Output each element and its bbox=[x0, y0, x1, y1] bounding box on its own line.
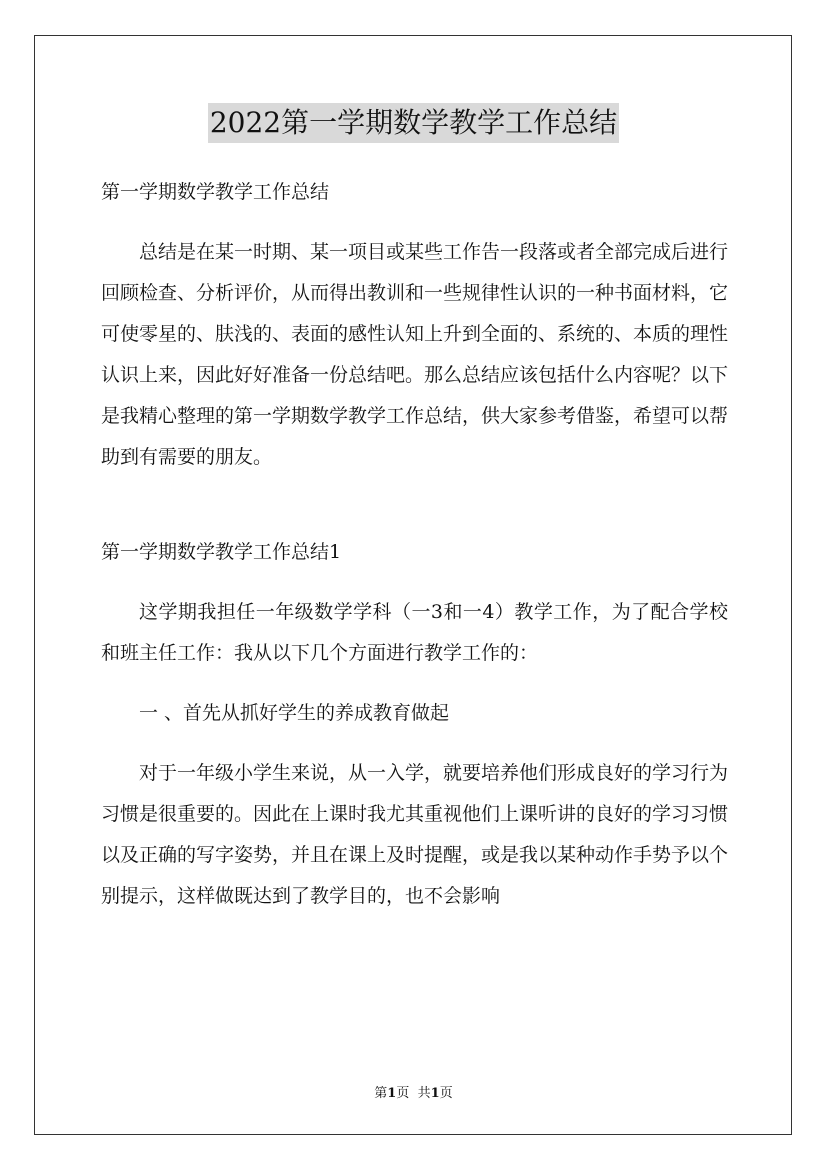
footer-page-suffix: 页 bbox=[396, 1086, 410, 1101]
section-heading: 第一学期数学教学工作总结1 bbox=[101, 541, 342, 563]
point-heading: 一 、首先从抓好学生的养成教育做起 bbox=[139, 702, 450, 724]
footer-total-number: 1 bbox=[430, 1086, 440, 1101]
title-container bbox=[0, 103, 827, 143]
footer-page-number: 1 bbox=[387, 1086, 397, 1101]
footer-total-suffix: 页 bbox=[439, 1086, 453, 1101]
section-paragraph: 这学期我担任一年级数学学科（一3和一4）教学工作，为了配合学校和班主任工作：我从以下几个方面进行教学工作的： bbox=[101, 601, 728, 664]
document-subtitle: 第一学期数学教学工作总结 bbox=[101, 181, 330, 203]
intro-paragraph: 总结是在某一时期、某一项目或某些工作告一段落或者全部完成后进行回顾检查、分析评价，从而得出教训和一些规律性认识的一种书面材料，它可使零星的、肤浅的、表面的感性认知上升到全面的、系统的、本质的理性认识上来，因此好好准备一份总结吧。那么总结应该包括什么内容呢？以下是我精心整理的第一学期数学教学工作总结，供大家参考借鉴，希望可以帮助到有需要的朋友。 bbox=[101, 241, 729, 468]
point-paragraph: 对于一年级小学生来说，从一入学，就要培养他们形成良好的学习行为习惯是很重要的。因此在上课时我尤其重视他们上课听讲的良好的学习习惯以及正确的写字姿势，并且在课上及时提醒，或是我以某种动作手势予以个别提示，这样做既达到了教学目的，也不会影响 bbox=[101, 762, 729, 907]
footer-page-prefix: 第 bbox=[374, 1086, 388, 1101]
document-body bbox=[101, 172, 728, 917]
page-footer bbox=[0, 1085, 827, 1103]
footer-total-prefix: 共 bbox=[417, 1086, 431, 1101]
document-title: 2022第一学期数学教学工作总结 bbox=[208, 103, 619, 143]
